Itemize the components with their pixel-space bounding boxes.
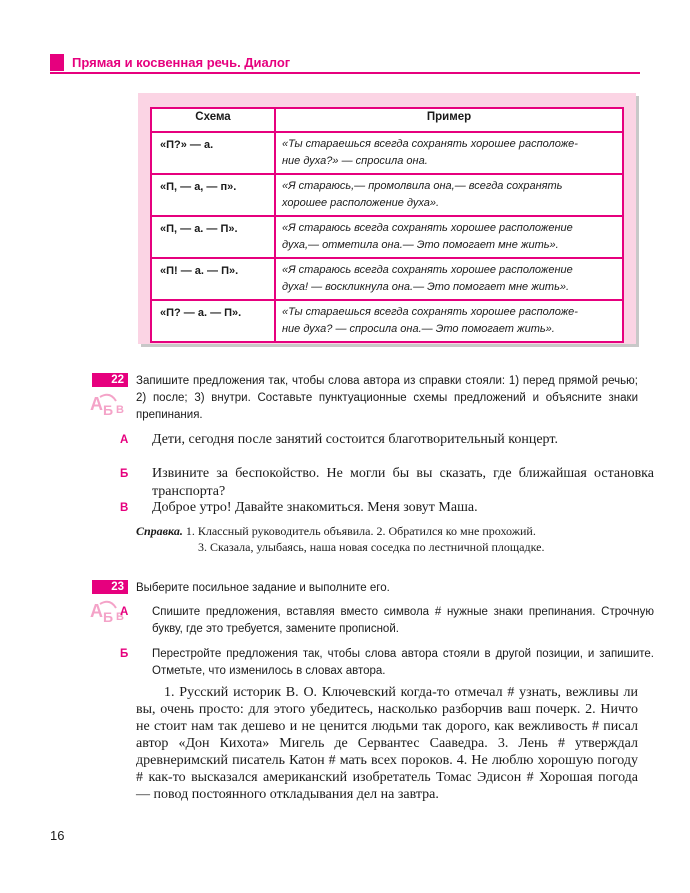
scheme-cell: «П, — а. — П». [151,216,275,258]
table-row [151,174,623,216]
scheme-cell: «П? — а. — П». [151,300,275,342]
table-row [151,300,623,342]
table-row [151,132,623,174]
exercise-22-reference: Справка. 1. Классный руководитель объявила. 2. Обратился ко мне прохожий. 3. Сказала, улыбаясь, наша новая соседка по лестничной площадке. [136,524,545,554]
example-cell: «Я стараюсь всегда сохранять хорошее расположение духа! — воскликнула она.— Это помогает мне жить». [275,258,623,300]
scheme-cell: «П! — а. — П». [151,258,275,300]
exercise-23-text: 1. Русский историк В. О. Ключевский когда-то отмечал # узнать, вежливы ли вы, очень просто: для этого убедитесь, насколько разборчив ваш почерк. 2. Ничто не стоит нам так дешево и не ценится людьми так дорого, как вежливость # писал автор «Дон Кихота» Мигель де Сервантес Сааведра. 3. Лень # утверждал древнеримский писатель Катон # мать всех пороков. 4. Не люблю хорошую погоду # как-то высказался американский изобретатель Томас Эдисон # Хорошая погода — повод постоянного откладывания дел на завтра. [136,685,638,802]
header-marker [50,54,64,71]
page-number: 16 [50,828,65,843]
example-cell: «Ты стараешься всегда сохранять хорошее расположе- ние духа? — спросила она.— Это помогает жить». [275,300,623,342]
exercise-23-task-b: Б Перестройте предложения так, чтобы слова автора стояли в другой позиции, и запишите. Отметьте, что изменилось в словах автора. [120,648,654,677]
svg-text:Б: Б [103,609,114,624]
exercise-number-badge: 23 [92,580,128,594]
scheme-table [150,107,624,343]
svg-text:А: А [90,601,103,621]
scheme-cell: «П?» — а. [151,132,275,174]
scheme-table-panel [138,93,636,344]
svg-text:А: А [90,394,103,414]
exercise-22-item-a: А Дети, сегодня после занятий состоится благотворительный концерт. [120,432,558,447]
scheme-cell: «П, — а, — п». [151,174,275,216]
exercise-23-task-a: А Спишите предложения, вставляя вместо символа # нужные знаки препинания. Строчную букву, где это требуется, замените прописной. [120,606,654,635]
abv-letters-icon [90,393,130,417]
exercise-22-instruction: Запишите предложения так, чтобы слова автора из справки стояли: 1) перед прямой речью; 2) после; 3) внутри. Составьте пунктуационные схемы предложений и объясните знаки препинания. [136,375,638,421]
exercise-number-badge: 22 [92,373,128,387]
svg-text:Б: Б [103,402,114,417]
exercise-22-item-c: В Доброе утро! Давайте знакомиться. Меня зовут Маша. [120,500,478,515]
example-cell: «Ты стараешься всегда сохранять хорошее расположе- ние духа?» — спросила она. [275,132,623,174]
column-header-example: Пример [275,108,623,132]
exercise-23-instruction: Выберите посильное задание и выполните его. [136,582,390,594]
svg-text:В: В [116,404,124,416]
table-header-row [151,108,623,132]
svg-text:В: В [116,611,124,623]
example-cell: «Я стараюсь,— промолвила она,— всегда сохранять хорошее расположение духа». [275,174,623,216]
header-rule [50,72,640,74]
exercise-22-item-b: Б Извините за беспокойство. Не могли бы вы сказать, где ближайшая остановка транспорта? [120,466,654,499]
example-cell: «Я стараюсь всегда сохранять хорошее расположение духа,— отметила она.— Это помогает мне жить». [275,216,623,258]
table-row [151,258,623,300]
table-row [151,216,623,258]
column-header-scheme: Схема [151,108,275,132]
section-title: Прямая и косвенная речь. Диалог [72,55,291,70]
